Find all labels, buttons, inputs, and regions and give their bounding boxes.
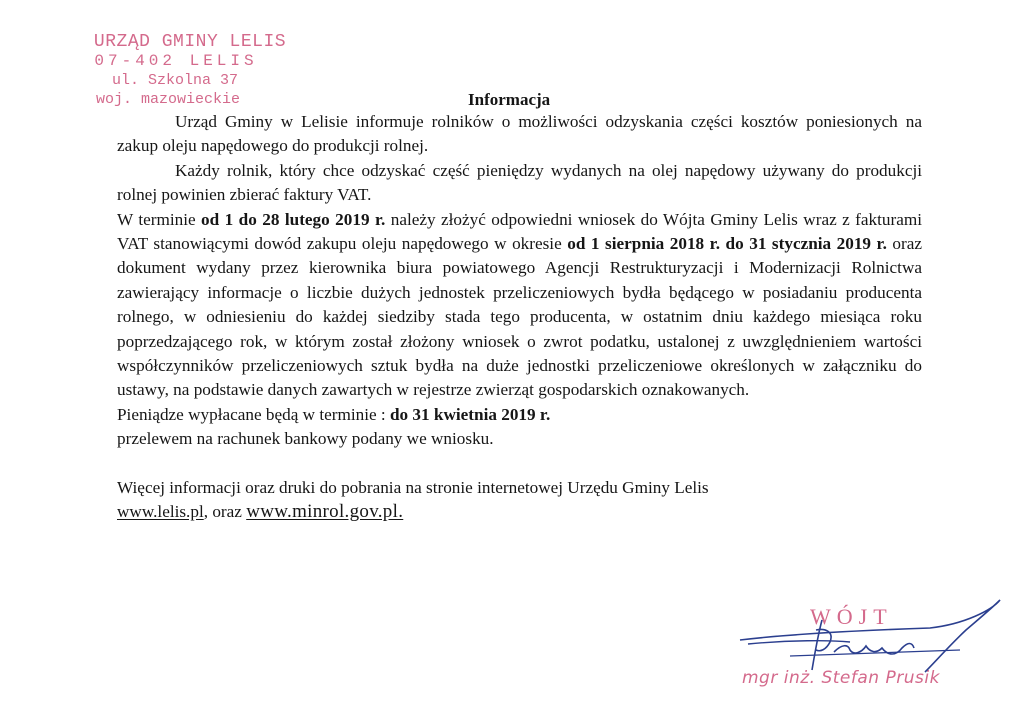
paragraph-transfer: przelewem na rachunek bankowy podany we wniosku. <box>117 429 494 449</box>
document-title: Informacja <box>468 90 551 109</box>
text-run: Pieniądze wypłacane będą w terminie : <box>117 404 390 424</box>
link-minrol[interactable]: www.minrol.gov.pl. <box>246 501 404 523</box>
spacer <box>117 452 922 476</box>
text-run: , oraz <box>203 502 247 522</box>
purchase-period: od 1 sierpnia 2018 r. do 31 stycznia 2019 r. <box>567 234 887 254</box>
deadline-dates: od 1 do 28 lutego 2019 r. <box>201 209 386 229</box>
signature-name: mgr inż. Stefan Prusik <box>742 668 940 688</box>
stamp-line-office: URZĄD GMINY LELIS <box>93 32 287 52</box>
text-run: należy złożyć odpowiedni wniosek do Wójta Gminy Lelis wraz z fakturami VAT stanowiącymi dowód zakupu oleju napędowego w okresie <box>117 209 922 254</box>
stamp-line-street: ul. Szkolna 37 <box>111 72 239 89</box>
text-run: oraz dokument wydany przez kierownika biura powiatowego Agencji Restrukturyzacji i Modernizacji Rolnictwa zawierający informacje o liczbie dużych jednostek przeliczeniowych bydła będącego w posiadaniu producenta rolnego, w odniesieniu do każdej siedziby stada tego producenta, w ostatnim dniu każdego miesiąca roku poprzedzającego rok, w którym został złożony wniosek o zwrot podatku, ustalonej z uwzględnieniem wartości współczynników przeliczeniowych sztuk bydła na duże jednostki przeliczeniowe określonych w załączniku do ustawy, na podstawie danych zawartych w rejestrze zwierząt gospodarskich oznakowanych. <box>117 234 923 400</box>
payment-deadline: do 31 kwietnia 2019 r. <box>389 404 551 424</box>
paragraph-more-info: Więcej informacji oraz druki do pobrania na stronie internetowej Urzędu Gminy Lelis <box>117 477 709 497</box>
paragraph-links <box>117 500 922 524</box>
stamp-line-voivodeship: woj. mazowieckie <box>95 91 241 108</box>
paragraph-invoices: Każdy rolnik, który chce odzyskać część pieniędzy wydanych na olej napędowy używany do produkcji rolnej powinien zbierać faktury VAT. <box>117 160 922 205</box>
handwritten-signature <box>730 590 1015 700</box>
office-stamp <box>70 33 310 109</box>
text-run: W terminie <box>117 209 202 229</box>
signature-block <box>730 590 1015 700</box>
paragraph-application <box>117 208 922 403</box>
stamp-line-postcode: 07-402 LELIS <box>94 52 258 70</box>
paragraph-payment <box>117 403 922 427</box>
signature-title: WÓJT <box>810 604 893 629</box>
document-body <box>117 110 922 525</box>
link-lelis[interactable]: www.lelis.pl <box>117 502 204 522</box>
paragraph-intro: Urząd Gminy w Lelisie informuje rolników o możliwości odzyskania części kosztów poniesionych na zakup oleju napędowego do produkcji rolnej. <box>117 112 922 156</box>
